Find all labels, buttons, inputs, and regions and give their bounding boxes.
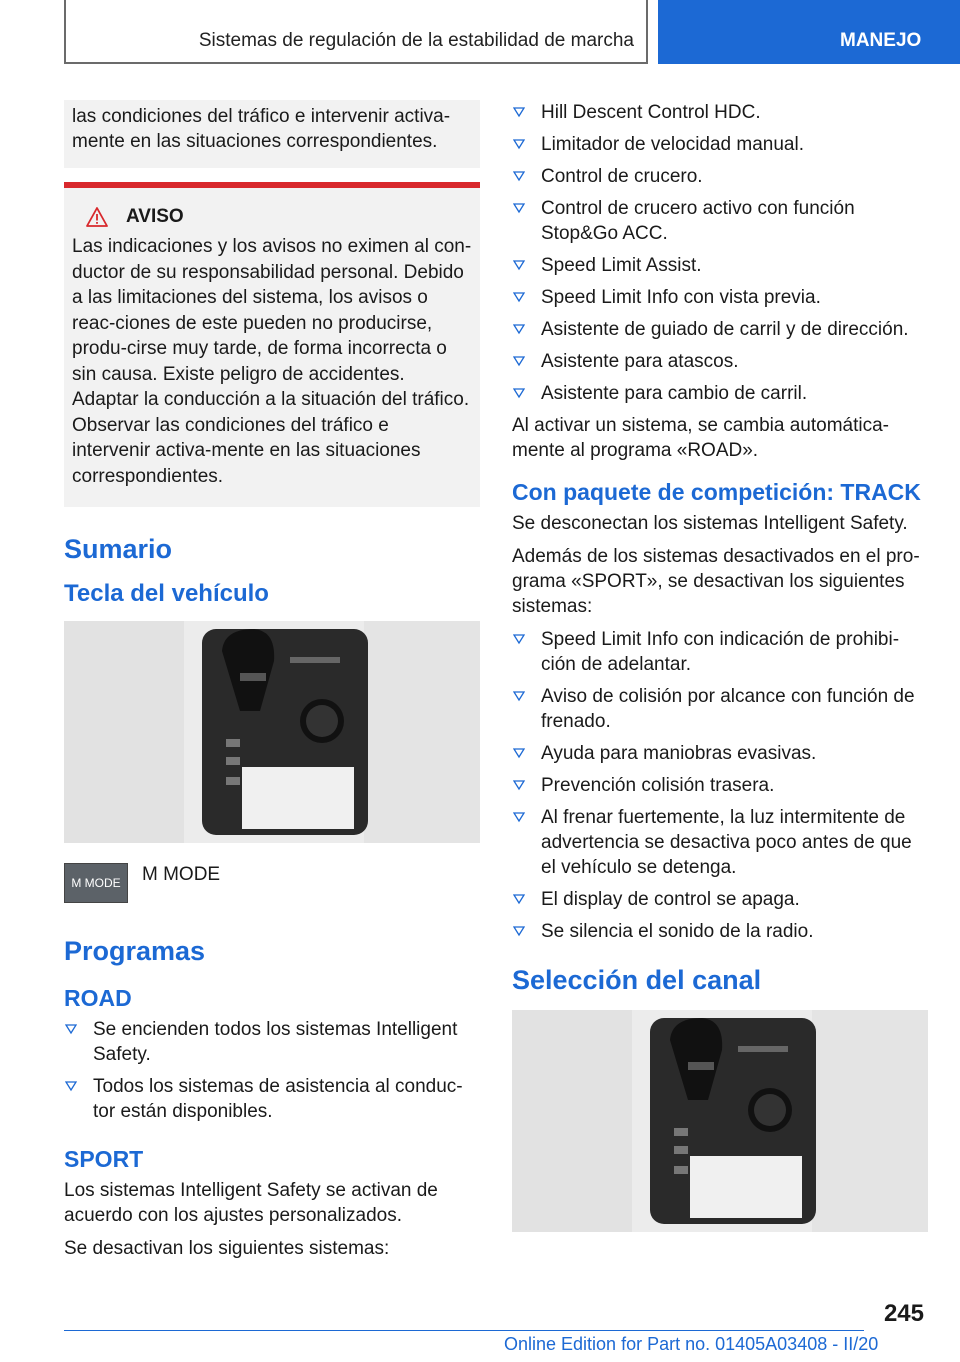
continued-text: las condiciones del tráfico e intervenir activa-mente en las situaciones correspondientes. — [72, 106, 451, 152]
track-paragraph-2: Además de los sistemas desactivados en el pro-grama «SPORT», se desactivan los siguientes sistemas: — [512, 546, 920, 617]
section-tab-label: MANEJO — [840, 30, 922, 51]
channel-photo-illustration — [512, 1010, 928, 1232]
warning-text: Las indicaciones y los avisos no eximen al con-ductor de su responsabilidad personal. Debido a las limitaciones del sistema, los avisos o reac-ciones de este pueden no producirse, produ-cirse muy tarde, de forma incorrecta o sin causa. Existe peligro de accidentes. Adaptar la conducción a la situación del tráfico. Observar las condiciones del tráfico e intervenir activa-mente en las situaciones correspondientes. — [72, 236, 472, 487]
track-paragraph-1: Se desconectan los sistemas Intelligent Safety. — [512, 513, 908, 534]
heading-sumario: Sumario — [64, 534, 173, 564]
continued-box — [64, 100, 480, 168]
header-frame — [64, 0, 648, 64]
section-tab[interactable] — [658, 0, 960, 64]
list-item: Asistente de guiado de carril y de dirección. — [512, 317, 928, 342]
page-number: 245 — [883, 1300, 924, 1327]
mmode-label: M MODE — [142, 864, 221, 885]
footer-divider — [64, 1330, 864, 1331]
left-column — [64, 100, 480, 1269]
heading-programas: Programas — [64, 936, 206, 966]
list-item: Se silencia el sonido de la radio. — [512, 919, 928, 944]
warning-triangle-icon — [86, 207, 108, 227]
list-item: Al frenar fuertemente, la luz intermitente de advertencia se desactiva poco antes de que el vehículo se detenga. — [512, 805, 928, 880]
road-list — [64, 1017, 480, 1124]
warning-box — [64, 182, 480, 507]
bullet-triangle-icon — [513, 323, 525, 335]
list-item: Speed Limit Assist. — [512, 253, 928, 278]
console-photo — [64, 621, 480, 843]
bullet-triangle-icon — [65, 1080, 77, 1092]
warning-header — [72, 206, 472, 228]
heading-sport: SPORT — [64, 1146, 144, 1172]
list-item: Speed Limit Info con vista previa. — [512, 285, 928, 310]
list-item: Control de crucero activo con función Stop&Go ACC. — [512, 196, 928, 246]
heading-tecla: Tecla del vehículo — [64, 580, 269, 607]
header-title: Sistemas de regulación de la estabilidad de marcha — [198, 30, 634, 51]
bullet-triangle-icon — [65, 1023, 77, 1035]
bullet-triangle-icon — [513, 387, 525, 399]
bullet-triangle-icon — [513, 202, 525, 214]
list-item: Se encienden todos los sistemas Intelligent Safety. — [64, 1017, 480, 1067]
heading-road: ROAD — [64, 985, 132, 1011]
sport-list — [512, 100, 928, 406]
bullet-triangle-icon — [513, 633, 525, 645]
bullet-triangle-icon — [513, 170, 525, 182]
mmode-button-icon: M MODE — [64, 863, 128, 903]
sport-paragraph-1: Los sistemas Intelligent Safety se activan de acuerdo con los ajustes personalizados. — [64, 1180, 438, 1226]
list-item: El display de control se apaga. — [512, 887, 928, 912]
footer-edition: Online Edition for Part no. 01405A03408 - II/20 — [504, 1334, 879, 1354]
list-item: Control de crucero. — [512, 164, 928, 189]
channel-photo — [512, 1010, 928, 1232]
list-item: Aviso de colisión por alcance con función de frenado. — [512, 684, 928, 734]
bullet-triangle-icon — [513, 291, 525, 303]
heading-track: Con paquete de competición: TRACK — [512, 479, 921, 505]
list-item: Todos los sistemas de asistencia al conduc-tor están disponibles. — [64, 1074, 480, 1124]
list-item: Asistente para cambio de carril. — [512, 381, 928, 406]
bullet-triangle-icon — [513, 106, 525, 118]
bullet-triangle-icon — [513, 779, 525, 791]
auto-switch-text: Al activar un sistema, se cambia automática-mente al programa «ROAD». — [512, 415, 889, 461]
bullet-triangle-icon — [513, 138, 525, 150]
track-list — [512, 627, 928, 944]
list-item: Prevención colisión trasera. — [512, 773, 928, 798]
list-item: Speed Limit Info con indicación de prohibi-ción de adelantar. — [512, 627, 928, 677]
bullet-triangle-icon — [513, 747, 525, 759]
heading-canal: Selección del canal — [512, 965, 762, 995]
bullet-triangle-icon — [513, 925, 525, 937]
right-column — [512, 100, 928, 1232]
list-item: Limitador de velocidad manual. — [512, 132, 928, 157]
bullet-triangle-icon — [513, 811, 525, 823]
list-item: Ayuda para maniobras evasivas. — [512, 741, 928, 766]
bullet-triangle-icon — [513, 259, 525, 271]
mmode-row — [64, 863, 480, 903]
list-item: Hill Descent Control HDC. — [512, 100, 928, 125]
bullet-triangle-icon — [513, 690, 525, 702]
sport-paragraph-2: Se desactivan los siguientes sistemas: — [64, 1238, 390, 1259]
warning-title: AVISO — [126, 206, 184, 227]
list-item: Asistente para atascos. — [512, 349, 928, 374]
bullet-triangle-icon — [513, 893, 525, 905]
console-photo-illustration — [64, 621, 480, 843]
bullet-triangle-icon — [513, 355, 525, 367]
